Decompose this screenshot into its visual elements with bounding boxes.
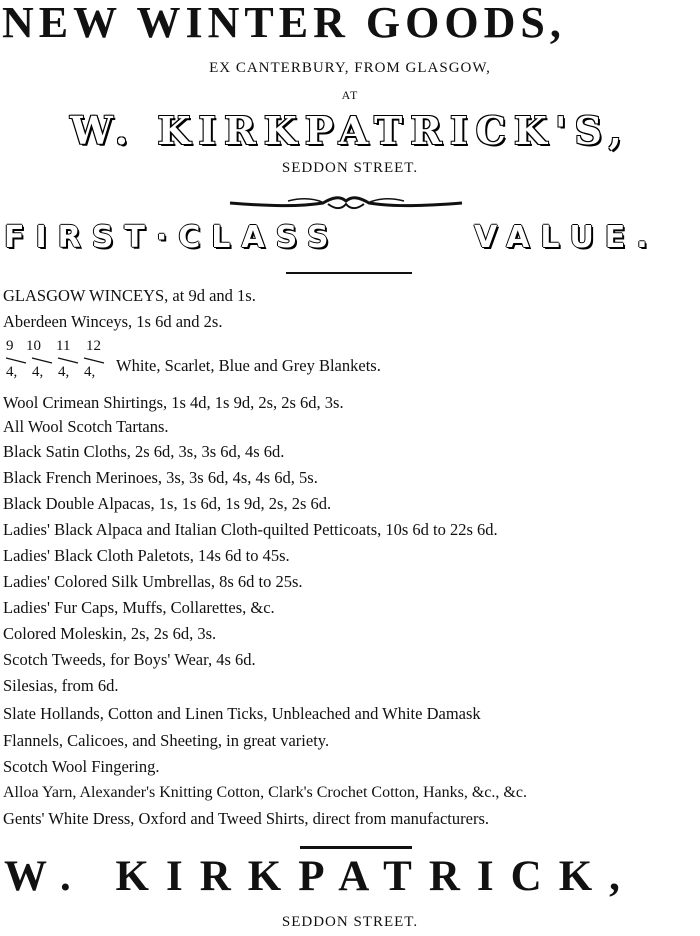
- list-item: Wool Crimean Shirtings, 1s 4d, 1s 9d, 2s, 2s 6d, 3s.: [3, 393, 344, 412]
- list-item: GLASGOW WINCEYS, at 9d and 1s.: [3, 286, 256, 305]
- list-item: Black Satin Cloths, 2s 6d, 3s, 3s 6d, 4s 6d.: [3, 442, 285, 461]
- list-item: Colored Moleskin, 2s, 2s 6d, 3s.: [3, 624, 217, 643]
- blanket-description: White, Scarlet, Blue and Grey Blankets.: [116, 356, 381, 375]
- footer-merchant-name: W. KIRKPATRICK,: [4, 853, 637, 900]
- list-item: Ladies' Colored Silk Umbrellas, 8s 6d to 25s.: [3, 572, 303, 591]
- fraction-denominator: 4,: [58, 364, 70, 380]
- list-item: Gents' White Dress, Oxford and Tweed Shirts, direct from manufacturers.: [3, 809, 489, 828]
- fraction-denominator: 4,: [84, 364, 96, 380]
- list-item: Flannels, Calicoes, and Sheeting, in great variety.: [3, 731, 330, 750]
- list-item: Ladies' Black Alpaca and Italian Cloth-quilted Petticoats, 10s 6d to 22s 6d.: [3, 520, 498, 539]
- merchant-name: W. KIRKPATRICK'S,: [70, 108, 630, 153]
- banner-value: VALUE.: [474, 220, 659, 255]
- blanket-size-fractions: [6, 338, 112, 384]
- list-item: Scotch Tweeds, for Boys' Wear, 4s 6d.: [3, 650, 256, 669]
- headline: NEW WINTER GOODS,: [2, 0, 566, 47]
- shipment-line: EX CANTERBURY, FROM GLASGOW,: [209, 60, 491, 76]
- list-item: Silesias, from 6d.: [3, 676, 119, 695]
- list-item: Black Double Alpacas, 1s, 1s 6d, 1s 9d, 2s, 2s 6d.: [3, 494, 332, 513]
- street-line: SEDDON STREET.: [281, 160, 419, 176]
- list-item: Scotch Wool Fingering.: [3, 757, 160, 776]
- list-item: Slate Hollands, Cotton and Linen Ticks, Unbleached and White Damask: [3, 704, 481, 723]
- list-item: Alloa Yarn, Alexander's Knitting Cotton, Clark's Crochet Cotton, Hanks, &c., &c.: [3, 784, 527, 801]
- fraction-numerator: 11: [56, 338, 71, 354]
- list-item: Ladies' Black Cloth Paletots, 14s 6d to 45s.: [3, 546, 290, 565]
- list-item: Ladies' Fur Caps, Muffs, Collarettes, &c.: [3, 598, 275, 617]
- banner-first-class: FIRST·CLASS: [4, 220, 340, 255]
- fraction-numerator: 12: [86, 338, 101, 354]
- fraction-numerator: 10: [26, 338, 41, 354]
- list-item: All Wool Scotch Tartans.: [3, 417, 169, 436]
- fraction-denominator: 4,: [32, 364, 44, 380]
- footer-street: SEDDON STREET.: [281, 914, 419, 930]
- list-item: Black French Merinoes, 3s, 3s 6d, 4s, 4s 6d, 5s.: [3, 468, 318, 487]
- list-item: Aberdeen Winceys, 1s 6d and 2s.: [3, 312, 223, 331]
- fraction-denominator: 4,: [6, 364, 18, 380]
- footer-divider-rule: [300, 846, 412, 849]
- at-line: AT: [341, 88, 359, 102]
- fraction-numerator: 9: [6, 338, 14, 354]
- ornamental-flourish: [228, 192, 464, 214]
- divider-rule: [286, 272, 412, 274]
